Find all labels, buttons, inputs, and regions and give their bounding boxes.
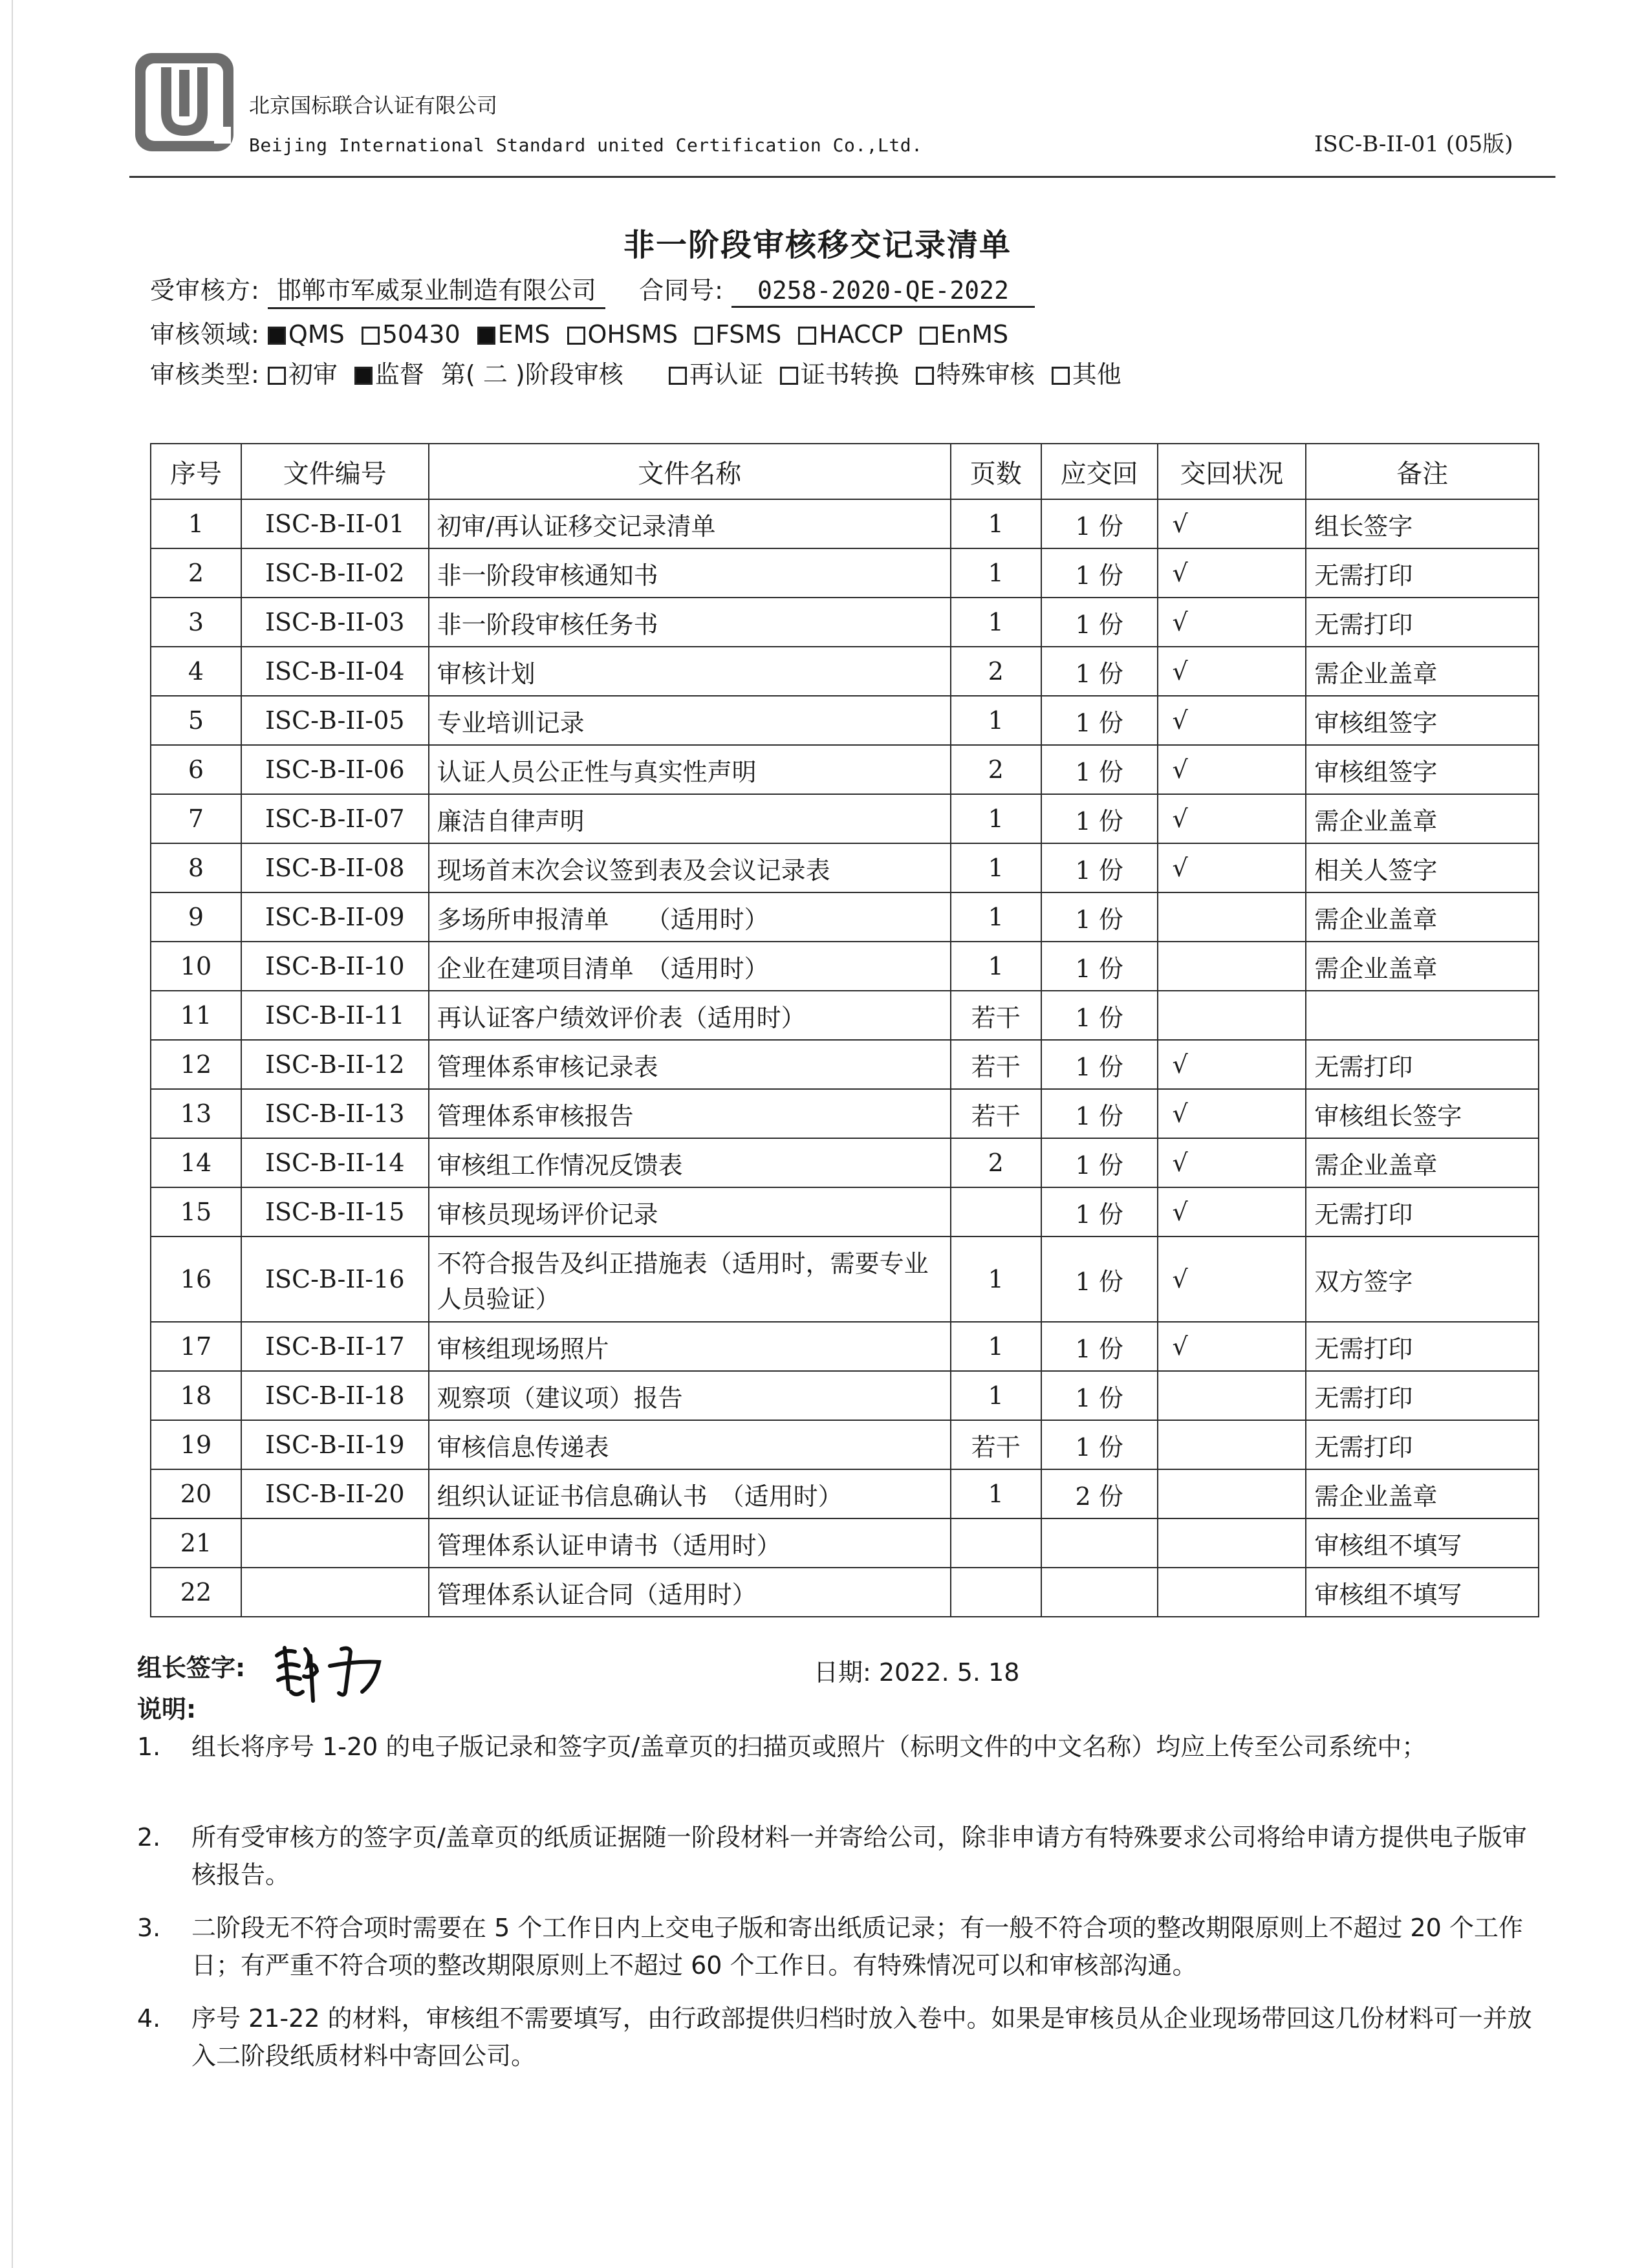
company-name-cn: 北京国标联合认证有限公司: [249, 93, 498, 118]
table-row: [151, 1322, 1539, 1371]
document-title: 非一阶段审核移交记录清单: [623, 227, 1012, 263]
cell-note: 需企业盖章: [1306, 1469, 1539, 1518]
checkbox-icon[interactable]: [268, 327, 286, 345]
cell-seq: 6: [151, 745, 241, 794]
cell-status: [1158, 548, 1306, 598]
cell-seq: 17: [151, 1322, 241, 1371]
checkbox-icon[interactable]: [669, 367, 687, 385]
cell-seq: 21: [151, 1518, 241, 1568]
cell-code: ISC-B-II-09: [241, 892, 429, 942]
check-mark-icon: √: [1172, 1198, 1188, 1226]
table-row: [151, 1237, 1539, 1322]
leader-signature-label: 组长签字:: [137, 1654, 246, 1682]
cell-copies: 1 份: [1041, 1089, 1158, 1138]
audit-domain-row: [150, 314, 1025, 350]
cell-note: 无需打印: [1306, 1187, 1539, 1237]
option-label: QMS: [288, 320, 345, 349]
checkbox-icon[interactable]: [916, 367, 934, 385]
company-logo: [133, 50, 236, 154]
cell-code: ISC-B-II-02: [241, 548, 429, 598]
cell-code: ISC-B-II-05: [241, 696, 429, 745]
cell-pages: 1: [951, 1469, 1041, 1518]
meta.type_options_2-option-0[interactable]: [669, 360, 763, 389]
meta.type_options-option-0[interactable]: [268, 360, 338, 389]
cell-code: ISC-B-II-15: [241, 1187, 429, 1237]
option-label: EMS: [497, 320, 550, 349]
table-row: [151, 1138, 1539, 1187]
option-label: FSMS: [715, 320, 782, 349]
cell-note: 审核组长签字: [1306, 1089, 1539, 1138]
cell-seq: 7: [151, 794, 241, 843]
table-row: [151, 1187, 1539, 1237]
table-row: [151, 1420, 1539, 1469]
cell-status: [1158, 598, 1306, 647]
cell-seq: 11: [151, 991, 241, 1040]
cell-name: 观察项（建议项）报告: [429, 1371, 951, 1420]
cell-copies: 1 份: [1041, 548, 1158, 598]
table-row: [151, 1040, 1539, 1089]
cell-copies: 1 份: [1041, 1371, 1158, 1420]
cell-note: 需企业盖章: [1306, 1138, 1539, 1187]
company-name-en: Beijing International Standard united Certification Co.,Ltd.: [249, 135, 923, 156]
cell-code: [241, 1568, 429, 1617]
checkbox-icon[interactable]: [1052, 367, 1070, 385]
cell-name: 管理体系认证申请书（适用时）: [429, 1518, 951, 1568]
cell-seq: 1: [151, 499, 241, 548]
contract-label: 合同号:: [639, 276, 724, 305]
cell-name: 审核组现场照片: [429, 1322, 951, 1371]
checkbox-icon[interactable]: [920, 327, 938, 345]
cell-copies: 1 份: [1041, 745, 1158, 794]
note-number: 1.: [137, 1733, 161, 1761]
cell-note: 审核组不填写: [1306, 1518, 1539, 1568]
cell-status: [1158, 696, 1306, 745]
cell-name: 廉洁自律声明: [429, 794, 951, 843]
cell-seq: 9: [151, 892, 241, 942]
check-mark-icon: √: [1172, 510, 1188, 538]
cell-copies: 1 份: [1041, 499, 1158, 548]
auditee-row: [150, 270, 1035, 309]
cell-pages: 1: [951, 1237, 1041, 1322]
cell-status: [1158, 1518, 1306, 1568]
cell-pages: 1: [951, 696, 1041, 745]
cell-seq: 12: [151, 1040, 241, 1089]
cell-note: 审核组签字: [1306, 745, 1539, 794]
option-label: EnMS: [940, 320, 1009, 349]
option-label: OHSMS: [587, 320, 678, 349]
table-row: [151, 696, 1539, 745]
cell-code: [241, 1518, 429, 1568]
cell-code: ISC-B-II-08: [241, 843, 429, 892]
cell-code: ISC-B-II-14: [241, 1138, 429, 1187]
cell-pages: 2: [951, 1138, 1041, 1187]
check-mark-icon: √: [1172, 657, 1188, 686]
cell-note: 无需打印: [1306, 1371, 1539, 1420]
cell-status: [1158, 745, 1306, 794]
option-label: 其他: [1072, 360, 1121, 389]
cell-note: 相关人签字: [1306, 843, 1539, 892]
cell-status: [1158, 991, 1306, 1040]
table-row: [151, 548, 1539, 598]
cell-seq: 16: [151, 1237, 241, 1322]
cell-name: 审核组工作情况反馈表: [429, 1138, 951, 1187]
meta.domain_options-option-5[interactable]: [798, 320, 903, 349]
cell-seq: 22: [151, 1568, 241, 1617]
cell-copies: [1041, 1568, 1158, 1617]
cell-status: [1158, 942, 1306, 991]
cell-name: 非一阶段审核通知书: [429, 548, 951, 598]
cell-status: [1158, 1040, 1306, 1089]
check-mark-icon: √: [1172, 805, 1188, 833]
cell-note: 需企业盖章: [1306, 942, 1539, 991]
check-mark-icon: √: [1172, 1099, 1188, 1128]
cell-pages: 若干: [951, 991, 1041, 1040]
cell-name: 认证人员公正性与真实性声明: [429, 745, 951, 794]
form-code: ISC-B-II-01 (05版): [1314, 131, 1513, 157]
cell-code: ISC-B-II-10: [241, 942, 429, 991]
option-label: HACCP: [819, 320, 904, 349]
check-mark-icon: √: [1172, 706, 1188, 735]
cell-copies: 1 份: [1041, 991, 1158, 1040]
cell-status: [1158, 1420, 1306, 1469]
check-mark-icon: √: [1172, 1050, 1188, 1079]
scan-page-edge: [12, 0, 13, 2268]
cell-code: ISC-B-II-04: [241, 647, 429, 696]
meta.type_options-option-1[interactable]: [354, 360, 424, 389]
checkbox-icon[interactable]: [567, 327, 585, 345]
note-number: 3.: [137, 1914, 161, 1942]
cell-pages: 2: [951, 745, 1041, 794]
check-mark-icon: √: [1172, 1149, 1188, 1177]
cell-pages: 1: [951, 843, 1041, 892]
header-name: 文件名称: [429, 444, 951, 499]
meta.type_options_2-option-3[interactable]: [1052, 360, 1121, 389]
cell-name: 企业在建项目清单 （适用时）: [429, 942, 951, 991]
meta.domain_options-option-6[interactable]: [920, 320, 1008, 349]
cell-status: [1158, 1237, 1306, 1322]
cell-code: ISC-B-II-01: [241, 499, 429, 548]
sign-date: 日期: 2022. 5. 18: [814, 1658, 1020, 1687]
cell-note: 无需打印: [1306, 1040, 1539, 1089]
cell-note: 无需打印: [1306, 1322, 1539, 1371]
cell-note: [1306, 991, 1539, 1040]
cell-pages: 1: [951, 942, 1041, 991]
cell-pages: 若干: [951, 1089, 1041, 1138]
cell-seq: 8: [151, 843, 241, 892]
cell-copies: 2 份: [1041, 1469, 1158, 1518]
audit-stage-text: 第( 二 )阶段审核: [440, 360, 623, 389]
header-pages: 页数: [951, 444, 1041, 499]
cell-code: ISC-B-II-03: [241, 598, 429, 647]
cell-note: 双方签字: [1306, 1237, 1539, 1322]
table-row: [151, 892, 1539, 942]
note-item: [137, 2000, 1547, 2075]
meta.domain_options-option-0[interactable]: [268, 320, 345, 349]
cell-note: 需企业盖章: [1306, 794, 1539, 843]
checkbox-icon[interactable]: [780, 367, 798, 385]
cell-note: 需企业盖章: [1306, 647, 1539, 696]
audit-type-row: [150, 354, 1138, 390]
cell-name: 再认证客户绩效评价表（适用时）: [429, 991, 951, 1040]
cell-status: [1158, 1138, 1306, 1187]
meta.domain_options-option-4[interactable]: [695, 320, 781, 349]
cell-pages: 1: [951, 794, 1041, 843]
cell-status: [1158, 1322, 1306, 1371]
cell-seq: 2: [151, 548, 241, 598]
cell-seq: 10: [151, 942, 241, 991]
table-row: [151, 1568, 1539, 1617]
cell-copies: 1 份: [1041, 1322, 1158, 1371]
cell-name: 非一阶段审核任务书: [429, 598, 951, 647]
header-seq: 序号: [151, 444, 241, 499]
cell-code: ISC-B-II-18: [241, 1371, 429, 1420]
checkbox-icon[interactable]: [268, 367, 286, 385]
option-label: 特殊审核: [936, 360, 1035, 389]
note-item: [137, 1728, 1547, 1766]
cell-name: 现场首末次会议签到表及会议记录表: [429, 843, 951, 892]
table-row: [151, 1371, 1539, 1420]
cell-code: ISC-B-II-19: [241, 1420, 429, 1469]
cell-name: 审核计划: [429, 647, 951, 696]
audit-domain-label: 审核领域:: [150, 320, 260, 349]
cell-code: ISC-B-II-07: [241, 794, 429, 843]
cell-code: ISC-B-II-16: [241, 1237, 429, 1322]
cell-status: [1158, 499, 1306, 548]
table-row: [151, 499, 1539, 548]
cell-seq: 18: [151, 1371, 241, 1420]
option-label: 50430: [382, 320, 460, 349]
meta.domain_options-option-3[interactable]: [567, 320, 678, 349]
cell-copies: 1 份: [1041, 942, 1158, 991]
cell-code: ISC-B-II-12: [241, 1040, 429, 1089]
cell-name: 不符合报告及纠正措施表（适用时，需要专业人员验证）: [429, 1237, 951, 1322]
cell-copies: 1 份: [1041, 1237, 1158, 1322]
table-row: [151, 745, 1539, 794]
cell-code: ISC-B-II-17: [241, 1322, 429, 1371]
meta.domain_options-option-2[interactable]: [477, 320, 550, 349]
transfer-record-table: [150, 443, 1539, 1617]
cell-status: [1158, 892, 1306, 942]
cell-seq: 3: [151, 598, 241, 647]
notes-title: 说明:: [137, 1695, 197, 1723]
cell-copies: 1 份: [1041, 598, 1158, 647]
cell-status: [1158, 647, 1306, 696]
checkbox-icon[interactable]: [354, 367, 373, 385]
cell-copies: [1041, 1518, 1158, 1568]
cell-pages: 若干: [951, 1040, 1041, 1089]
cell-code: ISC-B-II-13: [241, 1089, 429, 1138]
check-mark-icon: √: [1172, 1332, 1188, 1361]
cell-status: [1158, 843, 1306, 892]
cell-note: 无需打印: [1306, 598, 1539, 647]
header-divider: [129, 176, 1555, 178]
meta.domain_options-option-1[interactable]: [362, 320, 460, 349]
cell-pages: 1: [951, 499, 1041, 548]
cell-note: 需企业盖章: [1306, 892, 1539, 942]
cell-code: ISC-B-II-11: [241, 991, 429, 1040]
cell-copies: 1 份: [1041, 794, 1158, 843]
option-label: 再认证: [689, 360, 763, 389]
cell-name: 审核信息传递表: [429, 1420, 951, 1469]
cell-status: [1158, 1371, 1306, 1420]
cell-pages: 若干: [951, 1420, 1041, 1469]
cell-name: 管理体系审核报告: [429, 1089, 951, 1138]
cell-name: 管理体系审核记录表: [429, 1040, 951, 1089]
cell-copies: 1 份: [1041, 696, 1158, 745]
cell-code: ISC-B-II-06: [241, 745, 429, 794]
checkbox-icon[interactable]: [798, 327, 816, 345]
cell-name: 初审/再认证移交记录清单: [429, 499, 951, 548]
note-text: 二阶段无不符合项时需要在 5 个工作日内上交电子版和寄出纸质记录；有一般不符合项的整改期限原则上不超过 20 个工作日；有严重不符合项的整改期限原则上不超过 60 个工作日。有特殊情况可以和审核部沟通。: [191, 1914, 1523, 1980]
contract-value: 0258-2020-QE-2022: [731, 276, 1035, 308]
option-label: 初审: [288, 360, 338, 389]
table-row: [151, 1089, 1539, 1138]
table-row: [151, 843, 1539, 892]
cell-pages: 1: [951, 1322, 1041, 1371]
cell-note: 无需打印: [1306, 548, 1539, 598]
checkbox-icon[interactable]: [695, 327, 713, 345]
cell-pages: [951, 1187, 1041, 1237]
cell-seq: 19: [151, 1420, 241, 1469]
note-text: 组长将序号 1-20 的电子版记录和签字页/盖章页的扫描页或照片（标明文件的中文名称）均应上传至公司系统中；: [191, 1733, 1427, 1761]
check-mark-icon: √: [1172, 1265, 1188, 1293]
cell-name: 专业培训记录: [429, 696, 951, 745]
cell-note: 审核组签字: [1306, 696, 1539, 745]
cell-seq: 14: [151, 1138, 241, 1187]
table-row: [151, 991, 1539, 1040]
table-row: [151, 598, 1539, 647]
cell-pages: 1: [951, 1371, 1041, 1420]
cell-note: 组长签字: [1306, 499, 1539, 548]
check-mark-icon: √: [1172, 608, 1188, 636]
note-item: [137, 1819, 1547, 1894]
cell-name: 审核员现场评价记录: [429, 1187, 951, 1237]
auditee-value: 邯郸市军威泵业制造有限公司: [268, 270, 605, 309]
option-label: 证书转换: [800, 360, 899, 389]
note-text: 序号 21-22 的材料，审核组不需要填写，由行政部提供归档时放入卷中。如果是审核员从企业现场带回这几份材料可一并放入二阶段纸质材料中寄回公司。: [191, 2004, 1532, 2070]
handwritten-signature: [265, 1630, 401, 1707]
option-label: 监督: [374, 360, 424, 389]
meta.type_options_2-option-1[interactable]: [780, 360, 899, 389]
cell-note: 无需打印: [1306, 1420, 1539, 1469]
table-row: [151, 647, 1539, 696]
cell-copies: 1 份: [1041, 843, 1158, 892]
cell-status: [1158, 794, 1306, 843]
meta.type_options_2-option-2[interactable]: [916, 360, 1035, 389]
cell-code: ISC-B-II-20: [241, 1469, 429, 1518]
cell-copies: 1 份: [1041, 1420, 1158, 1469]
cell-pages: [951, 1568, 1041, 1617]
cell-status: [1158, 1568, 1306, 1617]
cell-seq: 4: [151, 647, 241, 696]
header-note: 备注: [1306, 444, 1539, 499]
header-status: 交回状况: [1158, 444, 1306, 499]
header-code: 文件编号: [241, 444, 429, 499]
cell-seq: 20: [151, 1469, 241, 1518]
table-row: [151, 1518, 1539, 1568]
cell-copies: 1 份: [1041, 647, 1158, 696]
cell-pages: 1: [951, 892, 1041, 942]
cell-name: 组织认证证书信息确认书 （适用时）: [429, 1469, 951, 1518]
note-item: [137, 1909, 1547, 1984]
checkbox-icon[interactable]: [362, 327, 380, 345]
audit-type-label: 审核类型:: [150, 360, 260, 389]
cell-copies: 1 份: [1041, 892, 1158, 942]
note-number: 2.: [137, 1823, 161, 1852]
cell-status: [1158, 1469, 1306, 1518]
table-header-row: [151, 444, 1539, 499]
cell-pages: 1: [951, 598, 1041, 647]
auditee-label: 受审核方:: [150, 276, 260, 305]
note-number: 4.: [137, 2004, 161, 2033]
cell-copies: 1 份: [1041, 1187, 1158, 1237]
cell-seq: 15: [151, 1187, 241, 1237]
cell-pages: [951, 1518, 1041, 1568]
check-mark-icon: √: [1172, 854, 1188, 882]
cell-name: 多场所申报清单 （适用时）: [429, 892, 951, 942]
checkbox-icon[interactable]: [477, 327, 495, 345]
table-row: [151, 1469, 1539, 1518]
table-row: [151, 794, 1539, 843]
cell-note: 审核组不填写: [1306, 1568, 1539, 1617]
cell-copies: 1 份: [1041, 1138, 1158, 1187]
header-copies: 应交回: [1041, 444, 1158, 499]
cell-name: 管理体系认证合同（适用时）: [429, 1568, 951, 1617]
table-row: [151, 942, 1539, 991]
cell-pages: 1: [951, 548, 1041, 598]
note-text: 所有受审核方的签字页/盖章页的纸质证据随一阶段材料一并寄给公司，除非申请方有特殊要求公司将给申请方提供电子版审核报告。: [191, 1823, 1527, 1889]
check-mark-icon: √: [1172, 755, 1188, 784]
cell-status: [1158, 1089, 1306, 1138]
check-mark-icon: √: [1172, 559, 1188, 587]
cell-copies: 1 份: [1041, 1040, 1158, 1089]
cell-seq: 13: [151, 1089, 241, 1138]
cell-status: [1158, 1187, 1306, 1237]
cell-pages: 2: [951, 647, 1041, 696]
cell-seq: 5: [151, 696, 241, 745]
